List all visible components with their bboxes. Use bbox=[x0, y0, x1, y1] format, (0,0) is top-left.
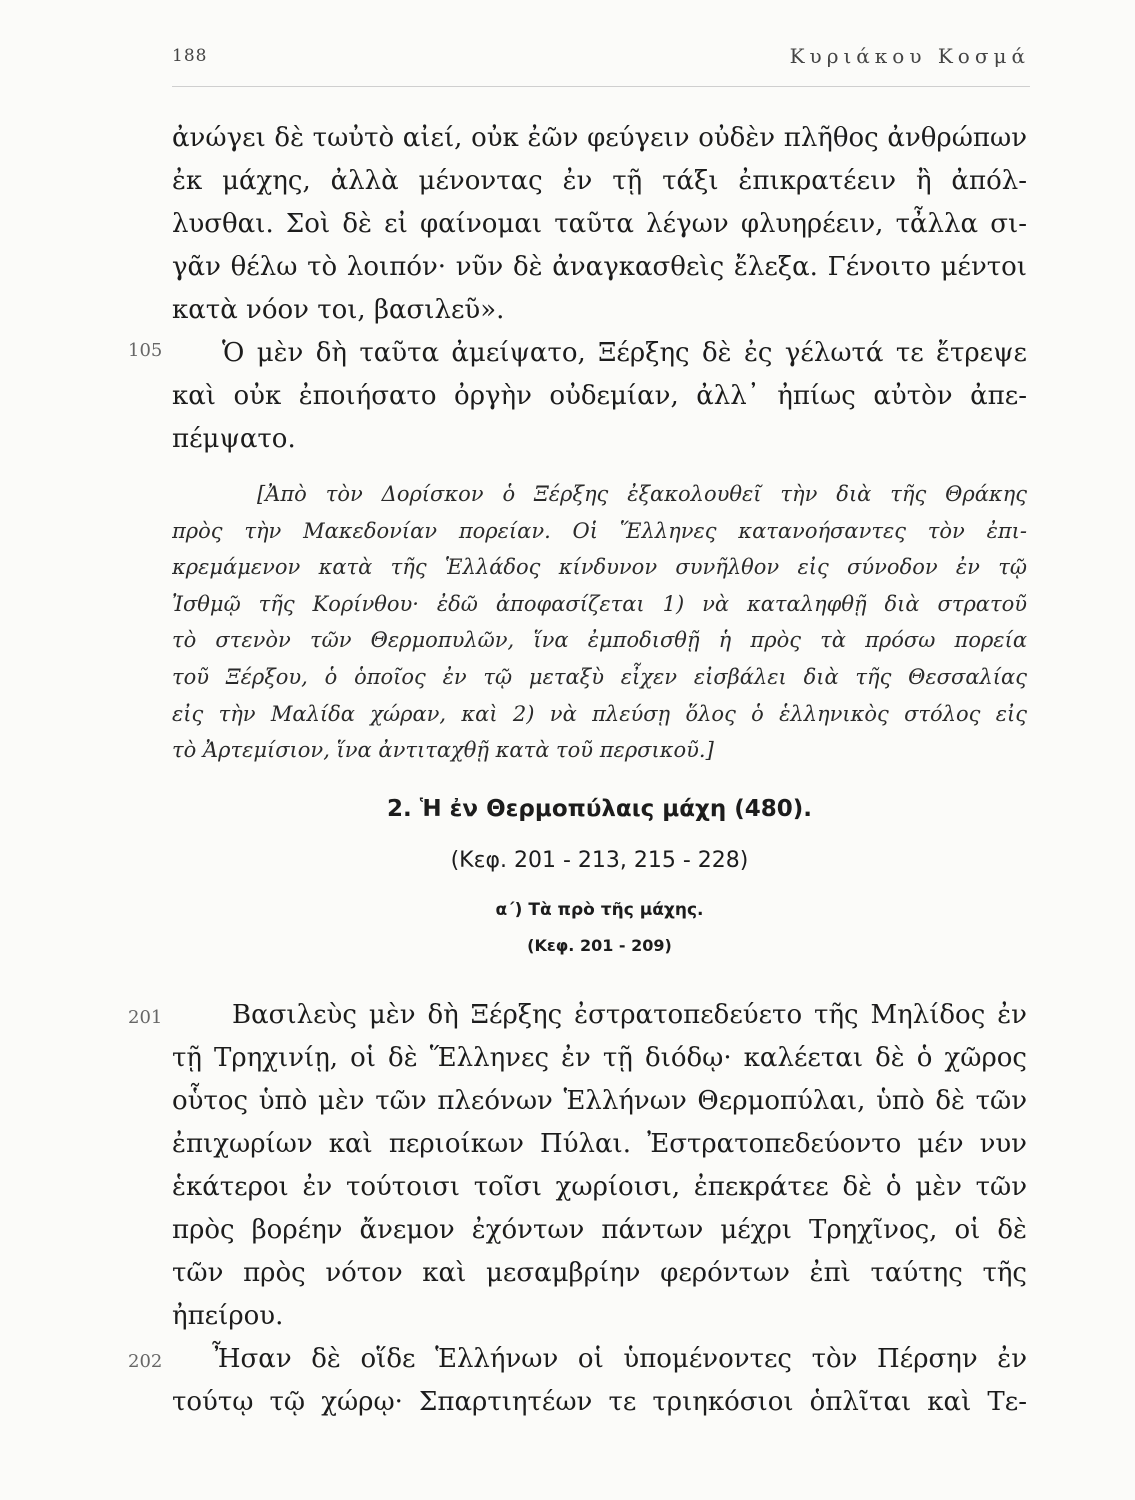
text-line: καὶ οὐκ ἐποιήσατο ὀργὴν οὐδεμίαν, ἀλλ᾽ ἠπίως αὐτὸν ἀπε- bbox=[172, 381, 1027, 411]
text-line: κατὰ νόον τοι, βασιλεῦ». bbox=[172, 295, 505, 325]
summary-line: τὸ Ἀρτεμίσιον, ἵνα ἀντιταχθῇ κατὰ τοῦ περσικοῦ.] bbox=[172, 738, 714, 763]
text-line: πέμψατο. bbox=[172, 424, 296, 454]
section-heading: 2. Ἡ ἐν Θερμοπύλαις μάχη (480). bbox=[386, 796, 813, 822]
summary-line: κρεμάμενον κατὰ τῆς Ἑλλάδος κίνδυνον συνῆλθον εἰς σύνοδον ἐν τῷ bbox=[172, 555, 1027, 580]
subsection-heading: α΄) Τὰ πρὸ τῆς μάχης. bbox=[495, 900, 704, 920]
text-line: ἐκ μάχης, ἀλλὰ μένοντας ἐν τῇ τάξι ἐπικρατέειν ἢ ἀπόλ- bbox=[172, 166, 1027, 196]
summary-line: Ἰσθμῷ τῆς Κορίνθου· ἐδῶ ἀποφασίζεται 1) νὰ καταληφθῇ διὰ στρατοῦ bbox=[172, 591, 1027, 616]
text-line: ἐπιχωρίων καὶ περιοίκων Πύλαι. Ἐστρατοπεδεύοντο μέν νυν bbox=[172, 1129, 1027, 1159]
summary-line: εἰς τὴν Μαλίδα χώραν, καὶ 2) νὰ πλεύσῃ ὅλος ὁ ἑλληνικὸς στόλος εἰς bbox=[172, 701, 1027, 726]
summary-line: τοῦ Ξέρξου, ὁ ὁποῖος ἐν τῷ μεταξὺ εἶχεν εἰσβάλει διὰ τῆς Θεσσαλίας bbox=[172, 664, 1027, 689]
summary-line: πρὸς τὴν Μακεδονίαν πορείαν. Οἱ Ἕλληνες κατανοήσαντες τὸν ἐπι- bbox=[172, 518, 1027, 543]
chapter-range: (Κεφ. 201 - 213, 215 - 228) bbox=[450, 848, 749, 873]
running-title: Κυριάκου Κοσμά bbox=[789, 44, 1030, 68]
header-rule bbox=[172, 86, 1030, 87]
text-line: πρὸς βορέην ἄνεμον ἐχόντων πάντων μέχρι Τρηχῖνος, οἱ δὲ bbox=[172, 1215, 1027, 1245]
subsection-chapter-range: (Κεφ. 201 - 209) bbox=[527, 936, 672, 955]
summary-line: [Ἀπὸ τὸν Δορίσκον ὁ Ξέρξης ἐξακολουθεῖ τὴν διὰ τῆς Θράκης bbox=[257, 482, 1027, 506]
text-line: Ἦσαν δὲ οἵδε Ἑλλήνων οἱ ὑπομένοντες τὸν Πέρσην ἐν bbox=[212, 1344, 1027, 1374]
text-line: λυσθαι. Σοὶ δὲ εἰ φαίνομαι ταῦτα λέγων φλυηρέειν, τἆλλα σι- bbox=[172, 209, 1027, 239]
text-line: ἠπείρου. bbox=[172, 1301, 284, 1331]
text-line: τῇ Τρηχινίῃ, οἱ δὲ Ἕλληνες ἐν τῇ διόδῳ· καλέεται δὲ ὁ χῶρος bbox=[172, 1043, 1027, 1073]
text-block-201 bbox=[172, 994, 1027, 1338]
margin-number-105: 105 bbox=[128, 340, 163, 361]
text-line: οὗτος ὑπὸ μὲν τῶν πλεόνων Ἑλλήνων Θερμοπύλαι, ὑπὸ δὲ τῶν bbox=[172, 1086, 1027, 1116]
text-line: τούτῳ τῷ χώρῳ· Σπαρτιητέων τε τριηκόσιοι ὁπλῖται καὶ Τε- bbox=[172, 1387, 1027, 1417]
text-line: ἀνώγει δὲ τωὐτὸ αἰεί, οὐκ ἐῶν φεύγειν οὐδὲν πλῆθος ἀνθρώπων bbox=[172, 123, 1027, 153]
summary-block bbox=[172, 476, 1027, 769]
text-line: γᾶν θέλω τὸ λοιπόν· νῦν δὲ ἀναγκασθεὶς ἔλεξα. Γένοιτο μέντοι bbox=[172, 252, 1027, 282]
margin-number-202: 202 bbox=[128, 1351, 163, 1372]
running-head bbox=[172, 46, 1030, 80]
margin-number-201: 201 bbox=[128, 1007, 163, 1028]
text-line: τῶν πρὸς νότον καὶ μεσαμβρίην φερόντων ἐπὶ ταύτης τῆς bbox=[172, 1258, 1027, 1288]
text-block-opening bbox=[172, 117, 1027, 461]
text-line: Βασιλεὺς μὲν δὴ Ξέρξης ἐστρατοπεδεύετο τῆς Μηλίδος ἐν bbox=[232, 1000, 1027, 1030]
text-line: ἑκάτεροι ἐν τούτοισι τοῖσι χωρίοισι, ἐπεκράτεε δὲ ὁ μὲν τῶν bbox=[172, 1172, 1027, 1202]
text-line: Ὁ μὲν δὴ ταῦτα ἀμείψατο, Ξέρξης δὲ ἐς γέλωτά τε ἔτρεψε bbox=[222, 338, 1027, 368]
text-block-202 bbox=[172, 1338, 1027, 1424]
summary-line: τὸ στενὸν τῶν Θερμοπυλῶν, ἵνα ἐμποδισθῇ ἡ πρὸς τὰ πρόσω πορεία bbox=[172, 628, 1027, 653]
page-number: 188 bbox=[172, 46, 208, 66]
